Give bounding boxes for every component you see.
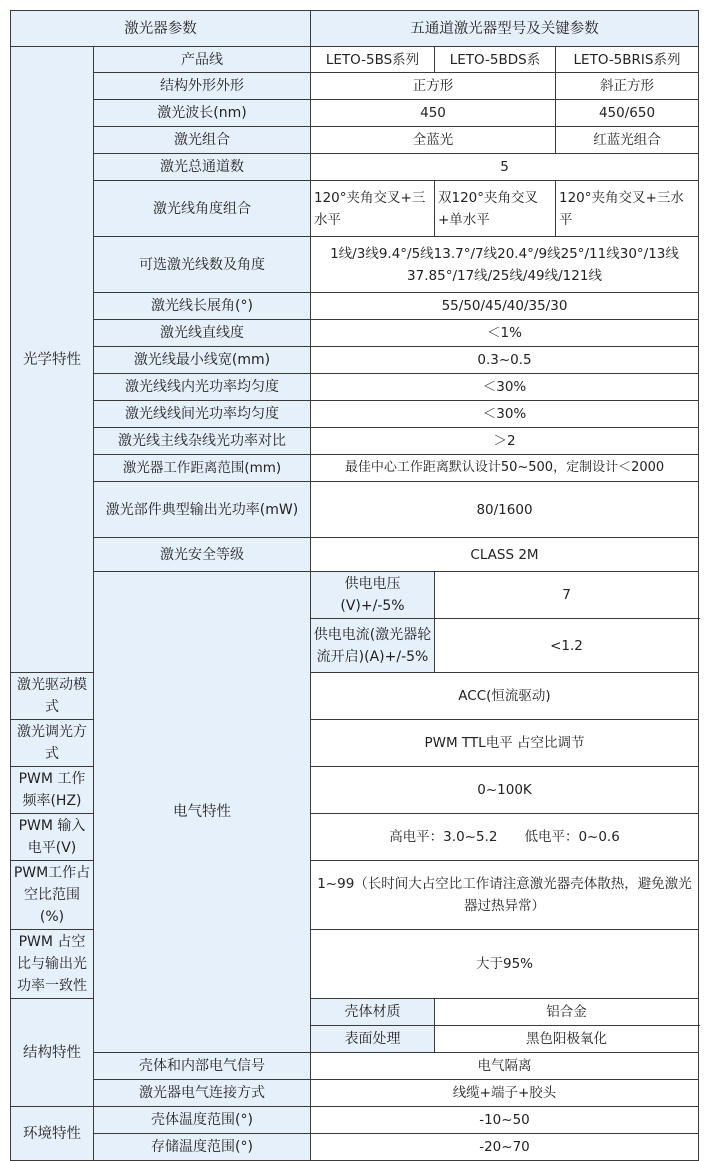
row-label: 激光器电气连接方式: [94, 1080, 311, 1107]
cell-value: ACC(恒流驱动): [311, 673, 699, 720]
table-row: [11, 538, 699, 572]
cell-value: ＞2: [311, 428, 699, 455]
table-row: [11, 181, 699, 237]
table-row: [11, 320, 699, 347]
table-row: [11, 374, 699, 401]
row-label: PWM 占空比与输出光功率一致性: [11, 930, 94, 999]
cell-value: 55/50/45/40/35/30: [311, 293, 699, 320]
cell-value: LETO-5BRIS系列: [556, 47, 699, 73]
cell-value: 电气隔离: [311, 1053, 699, 1080]
table-row: [11, 73, 699, 100]
laser-spec-table: [10, 10, 699, 1161]
row-label: 存储温度范围(°): [94, 1134, 311, 1161]
row-label: 激光线直线度: [94, 320, 311, 347]
group-environment: 环境特性: [11, 1107, 94, 1161]
cell-value: ＜30%: [311, 401, 699, 428]
header-parameter: 激光器参数: [11, 11, 311, 47]
group-electrical: 电气特性: [94, 572, 311, 1053]
row-label: 可选激光线数及角度: [94, 237, 311, 293]
row-label: 供电电压(V)+/-5%: [311, 572, 435, 619]
cell-value: 黑色阳极氧化: [435, 1026, 699, 1053]
row-label: 激光线长展角(°): [94, 293, 311, 320]
row-label: 激光组合: [94, 127, 311, 154]
cell-value: 斜正方形: [556, 73, 699, 100]
table-row: [11, 1053, 699, 1080]
table-row: [11, 1080, 699, 1107]
cell-value: 1线/3线9.4°/5线13.7°/7线20.4°/9线25°/11线30°/13线37.85°/17线/25线/49线/121线: [311, 237, 699, 293]
row-label: PWM 输入电平(V): [11, 814, 94, 861]
cell-value: 450/650: [556, 100, 699, 127]
table-row: [11, 1107, 699, 1134]
cell-value: 120°夹角交叉+三水平: [556, 181, 699, 237]
row-label: 激光总通道数: [94, 154, 311, 181]
row-label: 激光部件典型输出光功率(mW): [94, 482, 311, 538]
cell-value: LETO-5BDS系: [435, 47, 556, 73]
cell-value: 全蓝光: [311, 127, 556, 154]
row-label: 供电电流(激光器轮流开启)(A)+/-5%: [311, 619, 435, 673]
cell-value: 线缆+端子+胶头: [311, 1080, 699, 1107]
cell-value: 双120°夹角交叉+单水平: [435, 181, 556, 237]
cell-value: 高电平：3.0~5.2 低电平：0~0.6: [311, 814, 699, 861]
cell-value: 最佳中心工作距离默认设计50~500，定制设计＜2000: [311, 455, 699, 482]
table-row: [11, 154, 699, 181]
row-label: PWM工作占空比范围(%): [11, 861, 94, 930]
row-label: PWM 工作频率(HZ): [11, 767, 94, 814]
row-label: 表面处理: [311, 1026, 435, 1053]
row-label: 结构外形外形: [94, 73, 311, 100]
row-label: 激光线角度组合: [94, 181, 311, 237]
table-row: [11, 127, 699, 154]
cell-value: 7: [435, 572, 699, 619]
row-label: 激光线主线杂线光功率对比: [94, 428, 311, 455]
cell-value: -10~50: [311, 1107, 699, 1134]
row-label: 激光安全等级: [94, 538, 311, 572]
table-row: [11, 347, 699, 374]
cell-value: 120°夹角交叉+三水平: [311, 181, 435, 237]
cell-value: 大于95%: [311, 930, 699, 999]
row-label: 产品线: [94, 47, 311, 73]
table-row: [11, 401, 699, 428]
table-row: [11, 237, 699, 293]
cell-value: CLASS 2M: [311, 538, 699, 572]
cell-value: ＜1%: [311, 320, 699, 347]
row-label: 激光驱动模式: [11, 673, 94, 720]
table-row: [11, 47, 699, 73]
row-label: 壳体温度范围(°): [94, 1107, 311, 1134]
row-label: 激光器工作距离范围(mm): [94, 455, 311, 482]
cell-value: 80/1600: [311, 482, 699, 538]
cell-value: 5: [311, 154, 699, 181]
cell-value: 红蓝光组合: [556, 127, 699, 154]
cell-value: 铝合金: [435, 999, 699, 1026]
row-label: 激光线最小线宽(mm): [94, 347, 311, 374]
cell-value: ＜30%: [311, 374, 699, 401]
row-label: 激光线线间光功率均匀度: [94, 401, 311, 428]
cell-value: 0.3~0.5: [311, 347, 699, 374]
header-models: 五通道激光器型号及关键参数: [311, 11, 699, 47]
row-label: 壳体和内部电气信号: [94, 1053, 311, 1080]
table-row: [11, 100, 699, 127]
cell-value: LETO-5BS系列: [311, 47, 435, 73]
table-row: [11, 428, 699, 455]
cell-value: -20~70: [311, 1134, 699, 1161]
group-structural: 结构特性: [11, 999, 94, 1107]
group-optical: 光学特性: [11, 47, 94, 673]
cell-value: 0~100K: [311, 767, 699, 814]
table-row: [11, 455, 699, 482]
cell-value: 正方形: [311, 73, 556, 100]
table-row: [11, 482, 699, 538]
cell-value: 1~99（长时间大占空比工作请注意激光器壳体散热，避免激光器过热异常）: [311, 861, 699, 930]
table-row: [11, 572, 699, 619]
row-label: 激光调光方式: [11, 720, 94, 767]
row-label: 激光波长(nm): [94, 100, 311, 127]
row-label: 壳体材质: [311, 999, 435, 1026]
row-label: 激光线线内光功率均匀度: [94, 374, 311, 401]
cell-value: PWM TTL电平 占空比调节: [311, 720, 699, 767]
table-row: [11, 293, 699, 320]
table-row: [11, 1134, 699, 1161]
cell-value: <1.2: [435, 619, 699, 673]
table-header-row: [11, 11, 699, 47]
cell-value: 450: [311, 100, 556, 127]
